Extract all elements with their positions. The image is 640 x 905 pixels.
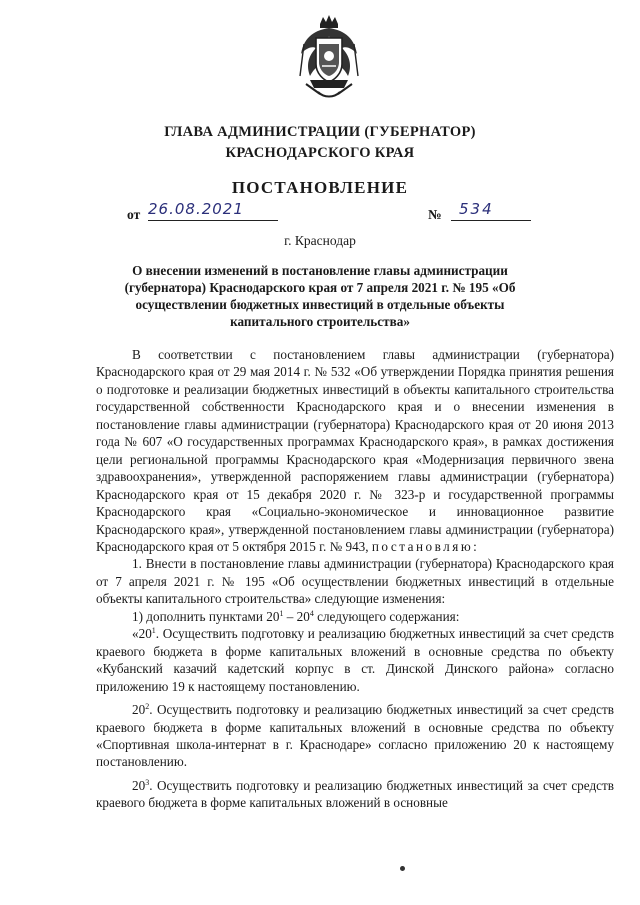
decree-number: 534 (451, 200, 531, 221)
paragraph-subitem-1: 1) дополнить пунктами $20^1 - 20^4$ следующего содержания: (132, 608, 460, 624)
authority-title-line-1: ГЛАВА АДМИНИСТРАЦИИ (ГУБЕРНАТОР) (164, 124, 476, 140)
paragraph-preamble: В соответствии с постановлением главы администрации (губернатора) Краснодарского края от 29 мая 2014 г. № 532 «Об утверждении Порядка принятия решения о подготовке и реализации бюджетных инвестиций в объекты капитального строительства государственной собственности Краснодарского края и о внесении изменения в постановление главы администрации (губернатора) Краснодарского края от 20 июня 2013 года № 607 «О государственных программах Краснодарского края», в рамках достижения цели региональной программы Краснодарского края «Модернизация первичного звена здравоохранения», утвержденной распоряжением главы администрации (губернатора) Краснодарского края от 15 декабря 2020 г. № 323-р и государственной программы Краснодарского края «Социально-экономическое и инновационное развитие Краснодарского края», утвержденной постановлением главы администрации (губернатора) Краснодарского края от 5 октября 2015 г. № 943, постановляю: (96, 347, 614, 554)
paragraph-20-1: «$20^1$. Осуществить подготовку и реализацию бюджетных инвестиций за счет средств краевого бюджета в форме капитальных вложений в основные средства по объекту «Кубанский казачий кадетский корпус в ст. Динской Динского района» согласно приложению 19 к настоящему постановлению. (96, 626, 614, 694)
coat-of-arms-emblem (296, 14, 362, 100)
paragraph-20-2: $20^2$. Осуществить подготовку и реализацию бюджетных инвестиций за счет средств краевого бюджета в форме капитальных вложений в основные средства по объекту «Спортивная школа-интернат в г. Краснодаре» согласно приложению 20 к настоящему постановлению. (96, 702, 614, 770)
paragraph-20-3: $20^3$. Осуществить подготовку и реализацию бюджетных инвестиций за счет средств краевого бюджета в форме капитальных вложений в основные (96, 777, 614, 811)
authority-title-line-2: КРАСНОДАРСКОГО КРАЯ (225, 145, 415, 161)
document-title: О внесении изменений в постановление главы администрации (губернатора) Краснодарского края от 7 апреля 2021 г. № 195 «Об осуществлении бюджетных инвестиций в отдельные объекты капитального строительства» (124, 263, 516, 329)
date-prefix: от (127, 207, 141, 222)
paragraph-item-1: 1. Внести в постановление главы администрации (губернатора) Краснодарского края от 7 апреля 2021 г. № 195 «Об осуществлении бюджетных инвестиций в отдельные объекты капитального строительства» следующие изменения: (96, 556, 614, 607)
number-prefix: № (428, 207, 442, 222)
scan-dot (400, 866, 405, 871)
decree-type: ПОСТАНОВЛЕНИЕ (231, 178, 409, 197)
city: г. Краснодар (284, 233, 356, 248)
decree-date: 26.08.2021 (148, 200, 278, 221)
document-body (96, 346, 614, 812)
resolution-word: постановляю: (371, 538, 480, 554)
